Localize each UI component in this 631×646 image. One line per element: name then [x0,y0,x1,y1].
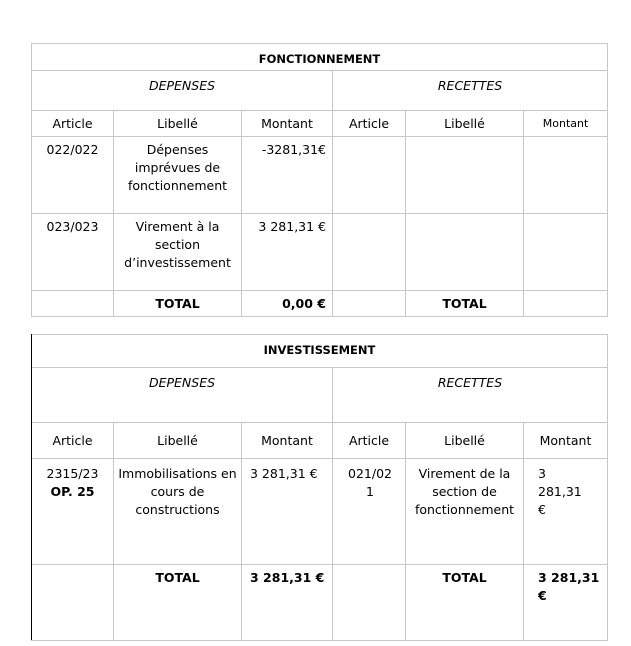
col-article: Article [32,111,114,137]
row-article: 2315/23 [46,466,99,481]
total-row [32,565,608,641]
total-label: TOTAL [114,291,242,317]
recettes-total-label: TOTAL [406,565,524,641]
recettes-total-montant: 3 281,31 € [524,565,608,641]
row-empty [406,214,524,291]
row-empty [524,291,608,317]
row-operation: OP. 25 [50,484,95,499]
table-row [32,459,608,565]
total-label: TOTAL [114,565,242,641]
row-empty [32,291,114,317]
row-libelle: Dépenses imprévues de fonctionnement [114,137,242,214]
row-libelle: Immobilisations en cours de constructions [114,459,242,565]
row-empty [524,137,608,214]
table-row [32,214,608,291]
total-row [32,291,608,317]
fonctionnement-table [31,43,608,317]
row-article: 023/023 [32,214,114,291]
depenses-header: DEPENSES [32,71,333,111]
col-montant-recettes: Montant [524,423,608,459]
row-recettes-montant: 3 281,31 € [524,459,608,565]
col-montant: Montant [242,423,333,459]
row-recettes-libelle: Virement de la section de fonctionnement [406,459,524,565]
col-libelle-recettes: Libellé [406,423,524,459]
recettes-header: RECETTES [333,71,608,111]
row-recettes-article: 021/021 [333,459,406,565]
row-article: 022/022 [32,137,114,214]
section-title: INVESTISSEMENT [32,335,608,368]
section-title: FONCTIONNEMENT [32,44,608,71]
col-montant: Montant [242,111,333,137]
col-libelle: Libellé [114,423,242,459]
row-empty [32,565,114,641]
col-article-recettes: Article [333,423,406,459]
row-montant: -3281,31€ [242,137,333,214]
row-montant: 3 281,31 € [242,214,333,291]
row-empty [333,214,406,291]
total-montant: 3 281,31 € [242,565,333,641]
recettes-total-label: TOTAL [406,291,524,317]
col-article-recettes: Article [333,111,406,137]
investissement-table [31,334,608,641]
depenses-header: DEPENSES [32,368,333,423]
row-empty [524,214,608,291]
col-libelle-recettes: Libellé [406,111,524,137]
row-empty [406,137,524,214]
total-montant: 0,00 € [242,291,333,317]
row-libelle: Virement à la section d’investissement [114,214,242,291]
col-article: Article [32,423,114,459]
row-empty [333,291,406,317]
col-libelle: Libellé [114,111,242,137]
table-row [32,137,608,214]
recettes-header: RECETTES [333,368,608,423]
row-montant: 3 281,31 € [242,459,333,565]
left-border-line [31,334,32,640]
row-empty [333,137,406,214]
col-montant-recettes: Montant [524,111,608,137]
row-empty [333,565,406,641]
